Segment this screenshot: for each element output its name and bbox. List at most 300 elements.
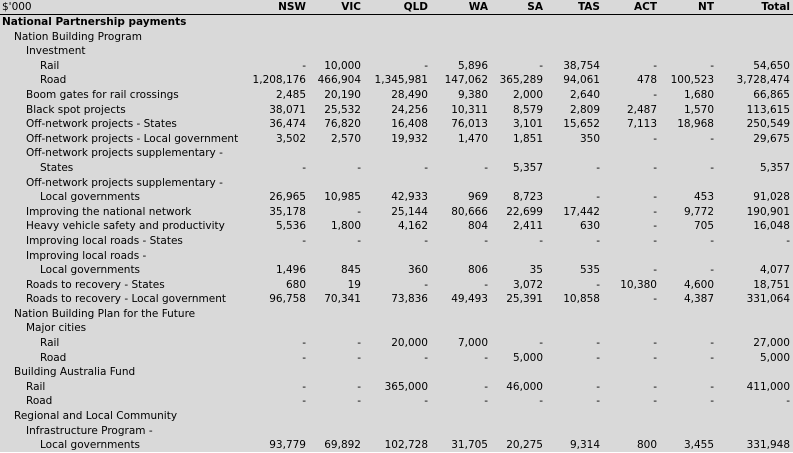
cell-sa	[491, 365, 546, 380]
row-label: Rail	[26, 380, 46, 393]
cell-total	[717, 44, 793, 59]
cell-vic: 70,341	[324, 293, 361, 306]
cell-act: -	[653, 380, 657, 393]
cell-vic: -	[357, 234, 361, 247]
cell-wa	[431, 249, 491, 264]
cell-sa: 365,289	[499, 74, 543, 87]
cell-wa: 1,470	[457, 132, 488, 145]
cell-act: -	[653, 337, 657, 350]
cell-act: 2,487	[626, 103, 657, 116]
row-label: Off-network projects - States	[26, 118, 177, 131]
cell-nsw: -	[302, 59, 306, 72]
cell-act	[603, 44, 660, 59]
cell-total	[717, 146, 793, 161]
table-row	[0, 30, 793, 45]
cell-sa	[491, 424, 546, 439]
cell-vic: 20,190	[324, 88, 361, 101]
cell-sa: 5,357	[512, 161, 543, 174]
cell-total	[717, 365, 793, 380]
cell-total: 331,948	[746, 439, 790, 452]
cell-wa	[431, 176, 491, 191]
cell-nt	[660, 307, 717, 322]
cell-nsw: -	[302, 161, 306, 174]
cell-nsw: 96,758	[269, 293, 306, 306]
row-label: Building Australia Fund	[14, 366, 136, 379]
cell-total: 29,675	[753, 132, 790, 145]
cell-nt	[660, 15, 717, 30]
cell-vic: 10,000	[324, 59, 361, 72]
table-row	[0, 278, 793, 293]
cell-qld: -	[424, 278, 428, 291]
cell-vic	[309, 30, 364, 45]
cell-nt: 18,968	[677, 118, 714, 131]
cell-qld	[364, 409, 431, 424]
table-row	[0, 394, 793, 409]
table-row	[0, 205, 793, 220]
table-body	[0, 15, 793, 453]
cell-nt: -	[710, 234, 714, 247]
cell-total	[717, 176, 793, 191]
cell-wa: 5,896	[457, 59, 488, 72]
table-row	[0, 336, 793, 351]
cell-vic	[309, 321, 364, 336]
table-row	[0, 103, 793, 118]
cell-wa: 31,705	[451, 439, 488, 452]
cell-vic: -	[357, 161, 361, 174]
cell-sa	[491, 307, 546, 322]
table-row	[0, 424, 793, 439]
cell-vic: -	[357, 351, 361, 364]
cell-wa: -	[484, 351, 488, 364]
cell-act	[603, 424, 660, 439]
cell-act: -	[653, 234, 657, 247]
cell-nsw: 680	[285, 278, 306, 291]
cell-nt: 1,570	[683, 103, 714, 116]
cell-tas	[546, 409, 603, 424]
cell-wa: 49,493	[451, 293, 488, 306]
cell-nsw: -	[302, 380, 306, 393]
cell-wa: 7,000	[457, 337, 488, 350]
column-header-tas: TAS	[546, 0, 603, 15]
column-header-sa: SA	[491, 0, 546, 15]
table-row	[0, 146, 793, 161]
row-label: Improving local roads - States	[26, 234, 183, 247]
cell-vic	[309, 176, 364, 191]
cell-wa: 806	[467, 264, 488, 277]
cell-act: -	[653, 264, 657, 277]
cell-qld	[364, 15, 431, 30]
cell-nsw: 1,208,176	[252, 74, 306, 87]
cell-qld	[364, 44, 431, 59]
cell-wa	[431, 30, 491, 45]
cell-total: 190,901	[746, 205, 790, 218]
cell-act: -	[653, 191, 657, 204]
cell-qld: 73,836	[391, 293, 428, 306]
cell-nsw: 38,071	[269, 103, 306, 116]
cell-tas: 15,652	[563, 118, 600, 131]
cell-nt	[660, 30, 717, 45]
cell-qld: 102,728	[384, 439, 428, 452]
cell-nsw: 93,779	[269, 439, 306, 452]
table-row	[0, 117, 793, 132]
cell-vic: -	[357, 395, 361, 408]
cell-nsw	[240, 365, 309, 380]
cell-qld: -	[424, 59, 428, 72]
row-label: Nation Building Plan for the Future	[14, 307, 196, 320]
cell-nt: 4,387	[683, 293, 714, 306]
table-row	[0, 292, 793, 307]
cell-nsw: 1,496	[275, 264, 306, 277]
cell-vic	[309, 249, 364, 264]
cell-tas: 535	[579, 264, 600, 277]
cell-sa: 5,000	[512, 351, 543, 364]
cell-tas: -	[596, 380, 600, 393]
column-header-act: ACT	[603, 0, 660, 15]
cell-tas: -	[596, 161, 600, 174]
cell-total: 91,028	[753, 191, 790, 204]
cell-nt: -	[710, 351, 714, 364]
column-header-qld: QLD	[364, 0, 431, 15]
table-row	[0, 73, 793, 88]
cell-nt	[660, 365, 717, 380]
row-label: Roads to recovery - Local government	[26, 293, 227, 306]
cell-nsw: -	[302, 234, 306, 247]
cell-vic: 1,800	[330, 220, 361, 233]
cell-vic	[309, 146, 364, 161]
cell-tas: -	[596, 351, 600, 364]
cell-qld	[364, 365, 431, 380]
cell-vic: 2,570	[330, 132, 361, 145]
cell-qld: 25,144	[391, 205, 428, 218]
cell-act: 10,380	[620, 278, 657, 291]
table-row	[0, 321, 793, 336]
cell-total: -	[786, 234, 790, 247]
cell-act: -	[653, 132, 657, 145]
cell-sa: -	[539, 234, 543, 247]
cell-tas: 17,442	[563, 205, 600, 218]
row-label: Off-network projects - Local government	[26, 132, 239, 145]
row-label: Local governments	[40, 264, 141, 277]
cell-sa	[491, 176, 546, 191]
table-row	[0, 15, 793, 30]
table-row	[0, 380, 793, 395]
cell-vic: -	[357, 337, 361, 350]
cell-vic	[309, 365, 364, 380]
cell-nt	[660, 176, 717, 191]
row-label: Rail	[40, 337, 60, 350]
table-row	[0, 161, 793, 176]
column-header-total: Total	[717, 0, 793, 15]
cell-wa: -	[484, 161, 488, 174]
cell-nsw: -	[302, 337, 306, 350]
cell-total	[717, 307, 793, 322]
cell-vic	[309, 307, 364, 322]
table-row	[0, 190, 793, 205]
cell-tas: -	[596, 234, 600, 247]
cell-qld: 42,933	[391, 191, 428, 204]
cell-qld	[364, 30, 431, 45]
cell-tas: -	[596, 191, 600, 204]
cell-qld: 4,162	[397, 220, 428, 233]
table-row	[0, 249, 793, 264]
cell-qld: 20,000	[391, 337, 428, 350]
cell-act: -	[653, 205, 657, 218]
cell-qld: -	[424, 161, 428, 174]
cell-tas	[546, 30, 603, 45]
cell-total	[717, 409, 793, 424]
cell-tas: 94,061	[563, 74, 600, 87]
cell-nsw	[240, 146, 309, 161]
row-label: Local governments	[40, 439, 141, 452]
cell-vic: 25,532	[324, 103, 361, 116]
cell-nt: 3,455	[683, 439, 714, 452]
cell-total: 66,865	[753, 88, 790, 101]
cell-wa: 80,666	[451, 205, 488, 218]
cell-wa: -	[484, 395, 488, 408]
cell-sa: -	[539, 59, 543, 72]
cell-nsw	[240, 424, 309, 439]
cell-wa: -	[484, 234, 488, 247]
cell-act: -	[653, 351, 657, 364]
cell-nsw	[240, 15, 309, 30]
cell-tas: -	[596, 395, 600, 408]
cell-tas	[546, 176, 603, 191]
cell-sa: 1,851	[512, 132, 543, 145]
cell-nt	[660, 424, 717, 439]
cell-total: 54,650	[753, 59, 790, 72]
cell-sa: 3,072	[512, 278, 543, 291]
cell-sa: 2,000	[512, 88, 543, 101]
row-label: Boom gates for rail crossings	[26, 88, 179, 101]
cell-nt: 453	[693, 191, 714, 204]
cell-sa	[491, 321, 546, 336]
cell-sa	[491, 146, 546, 161]
cell-nsw: 35,178	[269, 205, 306, 218]
cell-tas	[546, 249, 603, 264]
table-row	[0, 44, 793, 59]
cell-nt: -	[710, 395, 714, 408]
cell-wa: 147,062	[444, 74, 488, 87]
table-row	[0, 176, 793, 191]
row-label: States	[40, 161, 74, 174]
cell-tas	[546, 146, 603, 161]
cell-vic: 845	[340, 264, 361, 277]
cell-vic	[309, 44, 364, 59]
cell-nsw	[240, 307, 309, 322]
row-label: Road	[26, 395, 53, 408]
cell-act	[603, 249, 660, 264]
cell-tas: 350	[579, 132, 600, 145]
row-label: Investment	[26, 45, 86, 58]
cell-sa: -	[539, 395, 543, 408]
cell-sa	[491, 15, 546, 30]
cell-total	[717, 15, 793, 30]
column-header-units: $'000	[0, 0, 240, 15]
cell-vic: -	[357, 380, 361, 393]
cell-nt: -	[710, 380, 714, 393]
cell-act	[603, 15, 660, 30]
cell-nt: 100,523	[670, 74, 714, 87]
cell-tas: 2,809	[569, 103, 600, 116]
cell-sa: 20,275	[506, 439, 543, 452]
cell-act	[603, 307, 660, 322]
cell-total: 27,000	[753, 337, 790, 350]
cell-wa	[431, 307, 491, 322]
cell-wa	[431, 409, 491, 424]
cell-act: 7,113	[626, 118, 657, 131]
cell-total: 16,048	[753, 220, 790, 233]
cell-nsw: 3,502	[275, 132, 306, 145]
cell-wa: 969	[467, 191, 488, 204]
cell-qld: -	[424, 395, 428, 408]
cell-tas	[546, 307, 603, 322]
cell-vic: 76,820	[324, 118, 361, 131]
table-row	[0, 88, 793, 103]
cell-sa	[491, 44, 546, 59]
row-label: Black spot projects	[26, 103, 126, 116]
cell-total	[717, 249, 793, 264]
table-row	[0, 219, 793, 234]
cell-nsw	[240, 30, 309, 45]
table-row	[0, 263, 793, 278]
cell-qld: -	[424, 351, 428, 364]
cell-sa: 25,391	[506, 293, 543, 306]
cell-sa: 8,723	[512, 191, 543, 204]
cell-total	[717, 321, 793, 336]
cell-tas: 9,314	[569, 439, 600, 452]
cell-total: 411,000	[746, 380, 790, 393]
cell-wa	[431, 424, 491, 439]
cell-tas: -	[596, 278, 600, 291]
table-row	[0, 409, 793, 424]
cell-wa	[431, 321, 491, 336]
cell-act	[603, 365, 660, 380]
cell-sa	[491, 409, 546, 424]
table-row	[0, 234, 793, 249]
cell-sa	[491, 30, 546, 45]
cell-sa: 2,411	[512, 220, 543, 233]
cell-act: -	[653, 88, 657, 101]
table-row	[0, 59, 793, 74]
cell-total: 250,549	[746, 118, 790, 131]
row-label: Heavy vehicle safety and productivity	[26, 220, 225, 233]
cell-nt	[660, 409, 717, 424]
cell-act	[603, 146, 660, 161]
cell-nt: -	[710, 337, 714, 350]
cell-nsw	[240, 249, 309, 264]
row-label: Local governments	[40, 191, 141, 204]
cell-qld	[364, 146, 431, 161]
cell-wa: -	[484, 278, 488, 291]
cell-sa: 35	[529, 264, 543, 277]
cell-tas	[546, 365, 603, 380]
cell-nt: 9,772	[683, 205, 714, 218]
cell-sa: 8,579	[512, 103, 543, 116]
cell-act: 478	[636, 74, 657, 87]
row-label: Road	[40, 351, 67, 364]
cell-qld: 19,932	[391, 132, 428, 145]
cell-tas: 630	[579, 220, 600, 233]
cell-vic: 69,892	[324, 439, 361, 452]
cell-qld: 24,256	[391, 103, 428, 116]
row-label: Improving the national network	[26, 205, 192, 218]
cell-nt: 4,600	[683, 278, 714, 291]
table-row	[0, 351, 793, 366]
cell-total: 113,615	[746, 103, 790, 116]
column-header-nt: NT	[660, 0, 717, 15]
cell-sa	[491, 249, 546, 264]
cell-vic	[309, 424, 364, 439]
cell-qld	[364, 307, 431, 322]
table-row	[0, 132, 793, 147]
cell-total: -	[786, 395, 790, 408]
cell-nsw: -	[302, 351, 306, 364]
cell-vic	[309, 409, 364, 424]
cell-tas: 10,858	[563, 293, 600, 306]
cell-wa	[431, 146, 491, 161]
cell-nt	[660, 146, 717, 161]
cell-wa: 804	[467, 220, 488, 233]
row-label: Regional and Local Community	[14, 410, 178, 423]
cell-total: 3,728,474	[736, 74, 790, 87]
row-label: Nation Building Program	[14, 30, 142, 43]
cell-total: 331,064	[746, 293, 790, 306]
cell-nt: 705	[693, 220, 714, 233]
cell-vic: 10,985	[324, 191, 361, 204]
cell-wa: 76,013	[451, 118, 488, 131]
cell-wa	[431, 44, 491, 59]
cell-act: 800	[636, 439, 657, 452]
row-label: National Partnership payments	[2, 16, 187, 28]
row-label: Infrastructure Program -	[26, 424, 153, 437]
cell-nt	[660, 249, 717, 264]
cell-act: -	[653, 161, 657, 174]
cell-total: 4,077	[759, 264, 790, 277]
column-header-vic: VIC	[309, 0, 364, 15]
cell-nt	[660, 44, 717, 59]
cell-vic: -	[357, 205, 361, 218]
cell-nsw	[240, 409, 309, 424]
cell-nsw: -	[302, 395, 306, 408]
cell-tas	[546, 15, 603, 30]
cell-wa: 10,311	[451, 103, 488, 116]
cell-nsw: 36,474	[269, 118, 306, 131]
cell-act: -	[653, 220, 657, 233]
column-header-nsw: NSW	[240, 0, 309, 15]
cell-tas	[546, 321, 603, 336]
cell-qld	[364, 249, 431, 264]
cell-wa: 9,380	[457, 88, 488, 101]
cell-sa: 3,101	[512, 118, 543, 131]
table-row	[0, 365, 793, 380]
cell-nt: -	[710, 161, 714, 174]
column-header-wa: WA	[431, 0, 491, 15]
row-label: Off-network projects supplementary -	[26, 176, 223, 189]
cell-act	[603, 409, 660, 424]
cell-sa: 46,000	[506, 380, 543, 393]
cell-vic	[309, 15, 364, 30]
cell-total: 18,751	[753, 278, 790, 291]
cell-wa	[431, 15, 491, 30]
cell-sa: 22,699	[506, 205, 543, 218]
cell-nt: 1,680	[683, 88, 714, 101]
cell-tas	[546, 44, 603, 59]
cell-qld: 16,408	[391, 118, 428, 131]
cell-tas: 2,640	[569, 88, 600, 101]
cell-tas	[546, 424, 603, 439]
cell-nsw	[240, 44, 309, 59]
cell-act: -	[653, 59, 657, 72]
